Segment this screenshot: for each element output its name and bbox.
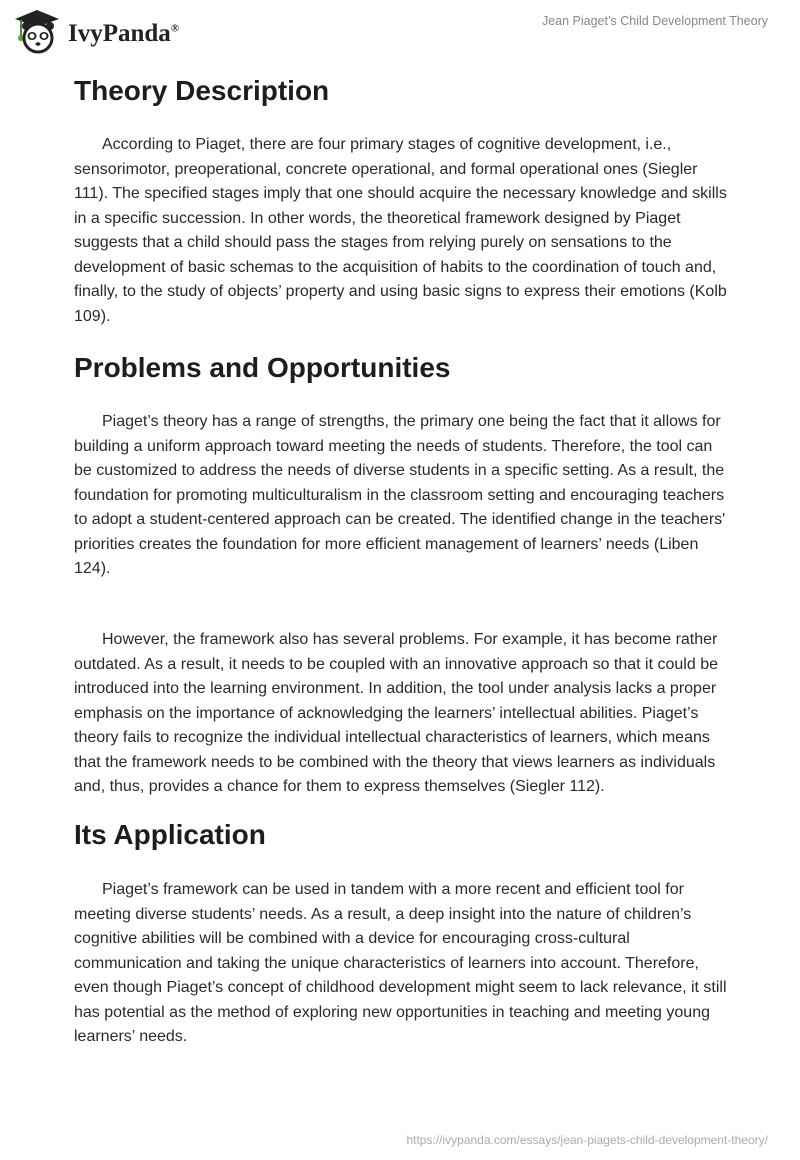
source-url[interactable]: https://ivypanda.com/essays/jean-piagets-child-development-theory/: [406, 1133, 768, 1147]
logo-text: IvyPanda®: [68, 20, 180, 47]
section-heading-theory-description: Theory Description: [74, 75, 330, 106]
section-heading-problems-opportunities: Problems and Opportunities: [74, 352, 451, 383]
document-title: Jean Piaget’s Child Development Theory: [541, 14, 768, 28]
paragraph: Piaget’s theory has a range of strengths, the primary one being the fact that it allows for building a uniform approach toward meeting the needs of students. Therefore, the tool can be customized to address the needs of diverse students in a specific setting. As a result, the foundation for promoting multiculturalism in the classroom setting and encouraging teachers to adopt a student-centered approach can be created. The identified change in the teachers' priorities creates the foundation for more efficient management of learners’ needs (Liben 124).: [74, 413, 726, 577]
paragraph: However, the framework also has several problems. For example, it has become rather outdated. As a result, it needs to be coupled with an innovative approach so that it could be introduced into the learning environment. In addition, the tool under analysis lacks a proper emphasis on the importance of acknowledging the learners’ intellectual abilities. Piaget’s theory fails to recognize the individual intellectual characteristics of learners, which means that the framework needs to be combined with the theory that views learners as individuals and, thus, provides a chance for them to express themselves (Siegler 112).: [74, 631, 718, 795]
paragraph: According to Piaget, there are four primary stages of cognitive development, i.e., sensorimotor, preoperational, concrete operational, and formal operational ones (Siegler 111). The specified stages imply that one should acquire the necessary knowledge and skills in a specific succession. In other words, the theoretical framework designed by Piaget suggests that a child should pass the stages from relying purely on sensations to the development of basic schemas to the acquisition of habits to the coordination of touch and, finally, to the study of objects’ property and using basic signs to express their emotions (Kolb 109).: [74, 136, 727, 325]
panda-graduate-icon: [12, 8, 62, 54]
ivypanda-logo[interactable]: [12, 8, 179, 54]
paragraph: Piaget’s framework can be used in tandem with a more recent and efficient tool for meeting diverse students’ needs. As a result, a deep insight into the nature of children’s cognitive abilities will be combined with a device for encouraging cross-cultural communication and taking the unique characteristics of learners into account. Therefore, even though Piaget’s concept of childhood development might seem to lack relevance, it still has potential as the method of exploring new opportunities in teaching and meeting young learners’ needs.: [74, 881, 727, 1045]
section-heading-its-application: Its Application: [74, 819, 266, 850]
